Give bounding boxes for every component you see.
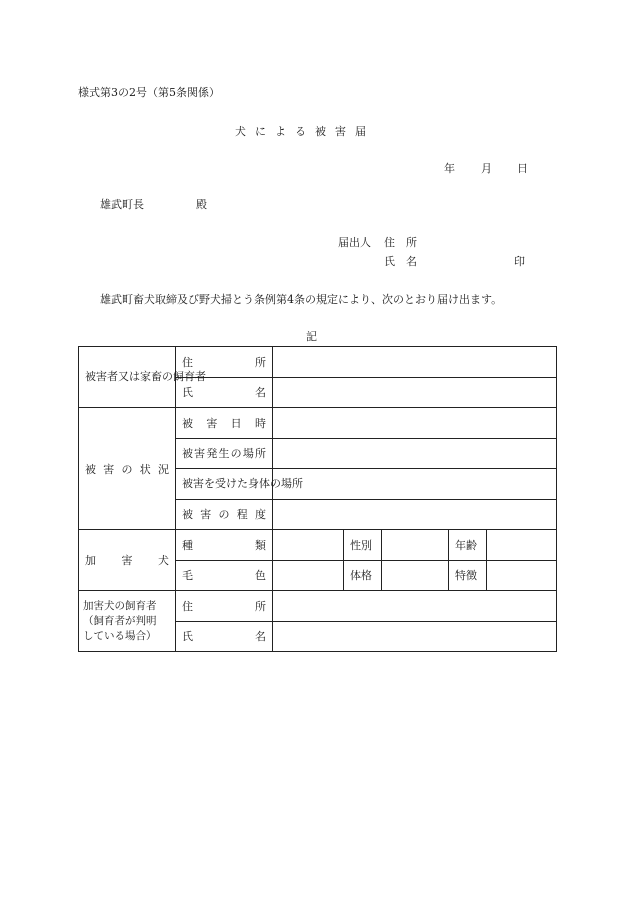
dog-build-field[interactable] xyxy=(382,560,449,591)
form-number: 様式第3の2号（第5条関係） xyxy=(78,86,220,99)
table-row xyxy=(79,347,557,378)
victim-address-label: 住所 xyxy=(176,347,273,378)
dog-age-field[interactable] xyxy=(487,530,557,561)
damage-place-field[interactable] xyxy=(273,438,557,469)
victim-address-field[interactable] xyxy=(273,347,557,378)
dog-sex-label: 性別 xyxy=(344,530,382,561)
applicant-name-label: 氏 名 xyxy=(384,255,417,268)
dog-build-label: 体格 xyxy=(344,560,382,591)
applicant-address-label: 住 所 xyxy=(384,236,417,249)
dog-breed-label: 種類 xyxy=(176,530,273,561)
owner-address-field[interactable] xyxy=(273,591,557,622)
damage-report-table xyxy=(78,346,557,652)
dog-color-field[interactable] xyxy=(273,560,344,591)
damage-datetime-field[interactable] xyxy=(273,408,557,439)
owner-name-label: 氏名 xyxy=(176,621,273,652)
dog-features-label: 特徴 xyxy=(449,560,487,591)
damaged-body-part-text: 被害を受けた身体の場所 xyxy=(182,476,303,490)
page-title: 犬による被害届 xyxy=(235,125,375,138)
victim-name-field[interactable] xyxy=(273,377,557,408)
damage-datetime-label: 被害日時 xyxy=(176,408,273,439)
owner-address-label: 住所 xyxy=(176,591,273,622)
victim-group-text: 被害者又は家畜の飼育者 xyxy=(85,370,206,383)
situation-group-label: 被害の状況 xyxy=(79,408,176,530)
damage-degree-field[interactable] xyxy=(273,499,557,530)
owner-name-field[interactable] xyxy=(273,621,557,652)
owner-group-label xyxy=(79,591,176,652)
dog-sex-field[interactable] xyxy=(382,530,449,561)
victim-group-label xyxy=(79,347,206,408)
addressee-name: 雄武町長 xyxy=(100,198,144,211)
damaged-body-part-label xyxy=(176,469,303,500)
dog-group-label: 加害犬 xyxy=(79,530,176,591)
dog-features-field[interactable] xyxy=(487,560,557,591)
owner-group-line-1: 加害犬の飼育者 xyxy=(83,599,157,612)
damage-place-label: 被害発生の場所 xyxy=(176,438,273,469)
damage-degree-label: 被害の程度 xyxy=(176,499,273,530)
ki-label: 記 xyxy=(306,330,317,343)
applicant-seal: 印 xyxy=(514,255,525,268)
dog-color-label: 毛色 xyxy=(176,560,273,591)
date-month: 月 xyxy=(481,162,492,175)
body-text: 雄武町畜犬取締及び野犬掃とう条例第4条の規定により、次のとおり届け出ます。 xyxy=(100,293,503,306)
table-row xyxy=(79,591,557,622)
table-row xyxy=(79,530,557,561)
date-year: 年 xyxy=(444,162,455,175)
owner-group-line-3: している場合） xyxy=(83,629,157,642)
victim-name-label: 氏名 xyxy=(176,377,273,408)
date-day: 日 xyxy=(517,162,528,175)
dog-breed-field[interactable] xyxy=(273,530,344,561)
table-row xyxy=(79,408,557,439)
damaged-body-part-field[interactable] xyxy=(273,469,557,500)
owner-group-line-2: （飼育者が判明 xyxy=(83,614,157,627)
dog-age-label: 年齢 xyxy=(449,530,487,561)
addressee-honorific: 殿 xyxy=(196,198,207,211)
applicant-label: 届出人 xyxy=(338,236,371,249)
